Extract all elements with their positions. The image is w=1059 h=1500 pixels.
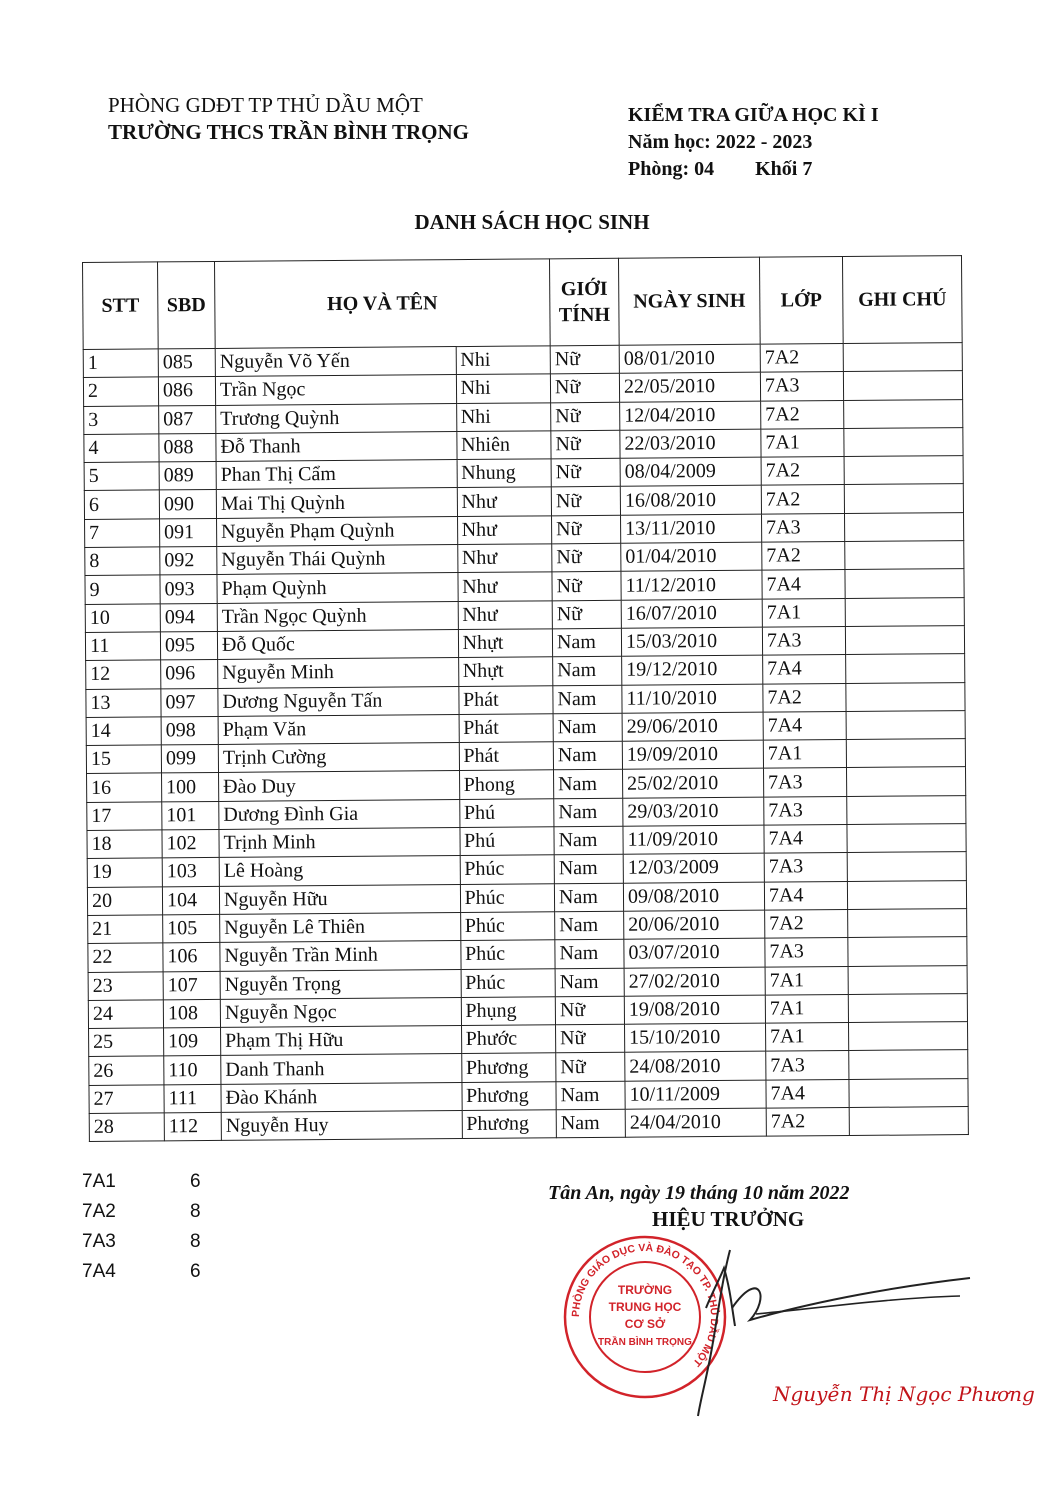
cell-family-name: Đào Khánh (221, 1082, 462, 1112)
cell-class: 7A1 (765, 966, 848, 995)
cell-sbd: 104 (162, 886, 219, 915)
cell-note (844, 456, 963, 485)
cell-gender: Nữ (556, 1024, 625, 1053)
principal-name: Nguyễn Thị Ngọc Phương (773, 1382, 1035, 1406)
cell-note (843, 343, 962, 372)
cell-given-name: Như (457, 516, 552, 545)
col-dob: NGÀY SINH (618, 257, 760, 345)
cell-dob: 24/04/2010 (625, 1108, 766, 1137)
col-class: LỚP (759, 257, 843, 345)
cell-stt: 14 (86, 717, 161, 746)
cell-note (848, 937, 967, 966)
cell-gender: Nam (554, 826, 623, 855)
header-right (628, 102, 879, 183)
cell-note (847, 824, 966, 853)
cell-sbd: 085 (158, 348, 215, 377)
cell-family-name: Trần Ngọc Quỳnh (217, 601, 458, 631)
table-row (89, 1107, 968, 1142)
cell-note (847, 795, 966, 824)
cell-given-name: Phương (461, 1053, 556, 1082)
summary-class: 7A3 (82, 1231, 116, 1252)
cell-stt: 19 (87, 858, 162, 887)
cell-given-name: Nhiên (456, 431, 551, 460)
cell-note (843, 371, 962, 400)
stamp-line-2: TRUNG HỌC (608, 1300, 682, 1314)
school-year: Năm học: 2022 - 2023 (628, 131, 813, 153)
cell-note (846, 710, 965, 739)
sign-date: Tân An, ngày 19 tháng 10 năm 2022 (548, 1182, 850, 1204)
summary-row (82, 1201, 201, 1231)
cell-stt: 1 (83, 349, 158, 378)
cell-given-name: Phúc (460, 940, 555, 969)
cell-given-name: Phúc (460, 912, 555, 941)
cell-note (845, 541, 964, 570)
cell-stt: 20 (87, 887, 162, 916)
cell-family-name: Nguyễn Trần Minh (220, 941, 461, 971)
cell-stt: 6 (84, 490, 159, 519)
cell-sbd: 098 (161, 716, 218, 745)
cell-class: 7A4 (766, 1079, 849, 1108)
cell-gender: Nữ (556, 1053, 625, 1082)
summary-count: 6 (190, 1261, 201, 1282)
cell-sbd: 107 (163, 971, 220, 1000)
cell-note (844, 427, 963, 456)
cell-dob: 12/04/2010 (620, 401, 761, 430)
cell-gender: Nữ (551, 402, 620, 431)
cell-class: 7A3 (762, 626, 845, 655)
cell-class: 7A1 (762, 598, 845, 627)
cell-family-name: Trần Ngọc (215, 375, 456, 405)
cell-gender: Nữ (552, 543, 621, 572)
cell-sbd: 089 (159, 462, 216, 491)
cell-family-name: Nguyễn Minh (218, 658, 459, 688)
cell-dob: 11/10/2010 (622, 684, 763, 713)
cell-family-name: Đỗ Thanh (216, 431, 457, 461)
cell-stt: 5 (84, 462, 159, 491)
summary-class: 7A2 (82, 1201, 116, 1222)
cell-family-name: Lê Hoàng (219, 856, 460, 886)
cell-class: 7A1 (763, 740, 846, 769)
summary-class: 7A4 (82, 1261, 116, 1282)
cell-dob: 11/09/2010 (623, 825, 764, 854)
cell-class: 7A2 (760, 344, 843, 373)
cell-class: 7A1 (761, 428, 844, 457)
cell-gender: Nam (555, 911, 624, 940)
cell-given-name: Như (457, 487, 552, 516)
col-sbd: SBD (158, 261, 216, 348)
page-title: DANH SÁCH HỌC SINH (414, 210, 650, 234)
cell-dob: 22/03/2010 (620, 429, 761, 458)
cell-dob: 03/07/2010 (624, 938, 765, 967)
col-note: GHI CHÚ (842, 256, 962, 344)
cell-stt: 22 (88, 943, 163, 972)
cell-class: 7A4 (762, 570, 845, 599)
cell-family-name: Trịnh Minh (219, 828, 460, 858)
cell-class: 7A3 (761, 513, 844, 542)
cell-sbd: 095 (160, 631, 217, 660)
cell-dob: 09/08/2010 (623, 882, 764, 911)
cell-dob: 20/06/2010 (624, 910, 765, 939)
cell-sbd: 110 (164, 1056, 221, 1085)
cell-dob: 15/10/2010 (625, 1023, 766, 1052)
cell-gender: Nữ (550, 345, 619, 374)
cell-family-name: Nguyễn Huy (221, 1111, 462, 1141)
cell-stt: 3 (84, 405, 159, 434)
cell-given-name: Như (458, 572, 553, 601)
cell-dob: 16/07/2010 (621, 599, 762, 628)
summary-count: 6 (190, 1171, 201, 1192)
cell-note (848, 909, 967, 938)
cell-gender: Nam (555, 968, 624, 997)
cell-class: 7A3 (764, 853, 847, 882)
cell-stt: 28 (89, 1113, 164, 1142)
cell-given-name: Như (458, 600, 553, 629)
cell-class: 7A2 (763, 683, 846, 712)
cell-given-name: Phúc (460, 883, 555, 912)
cell-gender: Nam (553, 713, 622, 742)
cell-class: 7A4 (763, 655, 846, 684)
cell-dob: 13/11/2010 (621, 514, 762, 543)
cell-dob: 19/12/2010 (622, 655, 763, 684)
cell-sbd: 086 (158, 377, 215, 406)
cell-gender: Nữ (550, 374, 619, 403)
cell-given-name: Nhi (456, 374, 551, 403)
cell-gender: Nam (553, 741, 622, 770)
cell-note (846, 739, 965, 768)
department-name: PHÒNG GDĐT TP THỦ DẦU MỘT (108, 93, 423, 117)
summary-count: 8 (190, 1201, 201, 1222)
summary-class: 7A1 (82, 1171, 116, 1192)
cell-family-name: Phạm Quỳnh (217, 573, 458, 603)
cell-given-name: Phúc (460, 855, 555, 884)
cell-stt: 7 (85, 519, 160, 548)
cell-stt: 9 (85, 575, 160, 604)
cell-note (848, 965, 967, 994)
cell-note (846, 767, 965, 796)
cell-stt: 23 (88, 971, 163, 1000)
cell-family-name: Phan Thị Cẩm (216, 460, 457, 490)
cell-class: 7A3 (764, 796, 847, 825)
cell-sbd: 090 (159, 490, 216, 519)
cell-given-name: Phước (461, 1025, 556, 1054)
summary-count: 8 (190, 1231, 201, 1252)
cell-family-name: Trương Quỳnh (216, 403, 457, 433)
cell-dob: 24/08/2010 (625, 1052, 766, 1081)
cell-note (849, 1050, 968, 1079)
cell-given-name: Phụng (461, 997, 556, 1026)
cell-dob: 01/04/2010 (621, 542, 762, 571)
stamp-line-4: TRẦN BÌNH TRỌNG (598, 1337, 692, 1348)
cell-dob: 27/02/2010 (624, 967, 765, 996)
cell-sbd: 097 (161, 688, 218, 717)
cell-gender: Nữ (551, 487, 620, 516)
cell-gender: Nam (554, 770, 623, 799)
cell-stt: 21 (88, 915, 163, 944)
cell-note (846, 682, 965, 711)
cell-dob: 29/06/2010 (622, 712, 763, 741)
cell-gender: Nam (552, 628, 621, 657)
cell-class: 7A1 (766, 1023, 849, 1052)
cell-given-name: Nhựt (458, 629, 553, 658)
cell-sbd: 108 (163, 999, 220, 1028)
table-body (83, 343, 968, 1142)
cell-family-name: Nguyễn Lê Thiên (220, 912, 461, 942)
cell-class: 7A4 (763, 711, 846, 740)
cell-gender: Nữ (551, 458, 620, 487)
cell-family-name: Nguyễn Thái Quỳnh (217, 545, 458, 575)
cell-sbd: 094 (160, 603, 217, 632)
cell-dob: 15/03/2010 (621, 627, 762, 656)
stamp-line-1: TRƯỜNG (617, 1283, 673, 1297)
cell-sbd: 092 (160, 547, 217, 576)
cell-gender: Nữ (552, 600, 621, 629)
cell-stt: 4 (84, 434, 159, 463)
cell-class: 7A2 (761, 485, 844, 514)
cell-family-name: Phạm Thị Hữu (221, 1026, 462, 1056)
cell-class: 7A3 (766, 1051, 849, 1080)
cell-stt: 15 (86, 745, 161, 774)
cell-family-name: Nguyễn Ngọc (220, 997, 461, 1027)
cell-given-name: Phú (460, 827, 555, 856)
cell-dob: 16/08/2010 (620, 486, 761, 515)
cell-dob: 22/05/2010 (619, 372, 760, 401)
cell-stt: 11 (85, 632, 160, 661)
cell-note (844, 484, 963, 513)
cell-stt: 13 (86, 688, 161, 717)
school-name: TRƯỜNG THCS TRẦN BÌNH TRỌNG (108, 120, 469, 144)
cell-given-name: Phát (459, 742, 554, 771)
cell-stt: 2 (83, 377, 158, 406)
exam-title: KIỂM TRA GIỮA HỌC KÌ I (628, 104, 879, 126)
cell-gender: Nam (556, 1081, 625, 1110)
cell-note (848, 1022, 967, 1051)
cell-dob: 10/11/2009 (625, 1080, 766, 1109)
cell-stt: 18 (87, 830, 162, 859)
cell-dob: 08/01/2010 (619, 344, 760, 373)
cell-class: 7A3 (765, 938, 848, 967)
cell-gender: Nam (553, 657, 622, 686)
cell-sbd: 102 (162, 829, 219, 858)
summary-row (82, 1261, 201, 1291)
cell-note (845, 569, 964, 598)
cell-note (844, 399, 963, 428)
cell-family-name: Nguyễn Võ Yến (215, 347, 456, 377)
cell-note (849, 1078, 968, 1107)
cell-given-name: Phúc (461, 968, 556, 997)
sign-role: HIỆU TRƯỞNG (652, 1207, 805, 1231)
cell-given-name: Nhung (457, 459, 552, 488)
class-summary (82, 1171, 201, 1291)
cell-gender: Nữ (555, 996, 624, 1025)
cell-note (847, 880, 966, 909)
cell-given-name: Phong (459, 770, 554, 799)
cell-stt: 24 (88, 1000, 163, 1029)
cell-sbd: 100 (162, 773, 219, 802)
cell-class: 7A2 (761, 400, 844, 429)
cell-dob: 12/03/2009 (623, 854, 764, 883)
cell-sbd: 088 (159, 433, 216, 462)
cell-stt: 25 (89, 1028, 164, 1057)
cell-given-name: Nhi (456, 346, 551, 375)
cell-gender: Nam (553, 685, 622, 714)
cell-given-name: Phát (459, 714, 554, 743)
cell-sbd: 099 (161, 745, 218, 774)
student-table (82, 255, 969, 1142)
cell-stt: 10 (85, 604, 160, 633)
room-grade (628, 156, 879, 183)
cell-sbd: 101 (162, 801, 219, 830)
cell-class: 7A1 (765, 994, 848, 1023)
cell-given-name: Như (457, 544, 552, 573)
cell-family-name: Danh Thanh (221, 1054, 462, 1084)
grade-label: Khối 7 (755, 158, 813, 180)
cell-sbd: 109 (164, 1028, 221, 1057)
summary-row (82, 1171, 201, 1201)
cell-dob: 25/02/2010 (623, 769, 764, 798)
cell-sbd: 096 (161, 660, 218, 689)
cell-class: 7A4 (764, 881, 847, 910)
cell-gender: Nam (554, 798, 623, 827)
cell-note (847, 852, 966, 881)
cell-dob: 19/08/2010 (624, 995, 765, 1024)
cell-stt: 26 (89, 1056, 164, 1085)
cell-sbd: 087 (159, 405, 216, 434)
cell-sbd: 111 (164, 1084, 221, 1113)
cell-note (845, 597, 964, 626)
cell-gender: Nam (554, 855, 623, 884)
cell-gender: Nam (554, 883, 623, 912)
cell-class: 7A3 (760, 372, 843, 401)
cell-note (844, 512, 963, 541)
cell-dob: 19/09/2010 (622, 740, 763, 769)
cell-family-name: Nguyễn Trọng (220, 969, 461, 999)
summary-row (82, 1231, 201, 1261)
col-stt: STT (83, 262, 159, 350)
cell-dob: 29/03/2010 (623, 797, 764, 826)
cell-class: 7A3 (763, 768, 846, 797)
cell-note (849, 1107, 968, 1136)
room-number: Phòng: 04 (628, 158, 715, 180)
cell-class: 7A2 (761, 457, 844, 486)
cell-given-name: Phương (462, 1082, 557, 1111)
cell-given-name: Nhựt (458, 657, 553, 686)
cell-family-name: Dương Đình Gia (219, 799, 460, 829)
cell-class: 7A2 (765, 909, 848, 938)
cell-sbd: 105 (163, 914, 220, 943)
cell-family-name: Đào Duy (219, 771, 460, 801)
cell-note (846, 654, 965, 683)
cell-family-name: Nguyễn Hữu (219, 884, 460, 914)
cell-class: 7A2 (762, 542, 845, 571)
table-header-row (83, 256, 963, 350)
cell-stt: 17 (87, 802, 162, 831)
cell-class: 7A4 (764, 825, 847, 854)
cell-family-name: Trịnh Cường (218, 743, 459, 773)
cell-given-name: Phát (458, 685, 553, 714)
cell-given-name: Phương (462, 1110, 557, 1139)
stamp-ring-text: PHÒNG GIÁO DỤC VÀ ĐÀO TẠO TP. THỦ DẦU MỘT (569, 1241, 721, 1369)
cell-family-name: Mai Thị Quỳnh (216, 488, 457, 518)
cell-note (845, 626, 964, 655)
cell-sbd: 103 (162, 858, 219, 887)
stamp-line-3: CƠ SỞ (624, 1317, 666, 1331)
cell-gender: Nữ (551, 430, 620, 459)
cell-given-name: Nhi (456, 402, 551, 431)
cell-note (848, 993, 967, 1022)
cell-gender: Nam (555, 939, 624, 968)
header-left (108, 92, 469, 146)
col-gender: GIỚI TÍNH (549, 258, 619, 346)
cell-stt: 12 (86, 660, 161, 689)
cell-family-name: Đỗ Quốc (217, 630, 458, 660)
cell-gender: Nữ (552, 515, 621, 544)
cell-sbd: 093 (160, 575, 217, 604)
cell-dob: 08/04/2009 (620, 457, 761, 486)
cell-stt: 8 (85, 547, 160, 576)
cell-dob: 11/12/2010 (621, 571, 762, 600)
cell-gender: Nữ (552, 572, 621, 601)
cell-stt: 16 (87, 773, 162, 802)
cell-sbd: 112 (164, 1112, 221, 1141)
cell-family-name: Phạm Văn (218, 714, 459, 744)
cell-class: 7A2 (766, 1108, 849, 1137)
cell-family-name: Nguyễn Phạm Quỳnh (217, 516, 458, 546)
col-name: HỌ VÀ TÊN (214, 259, 550, 349)
cell-given-name: Phú (459, 799, 554, 828)
cell-sbd: 091 (160, 518, 217, 547)
cell-stt: 27 (89, 1085, 164, 1114)
cell-sbd: 106 (163, 943, 220, 972)
cell-family-name: Dương Nguyễn Tấn (218, 686, 459, 716)
cell-gender: Nam (556, 1109, 625, 1138)
